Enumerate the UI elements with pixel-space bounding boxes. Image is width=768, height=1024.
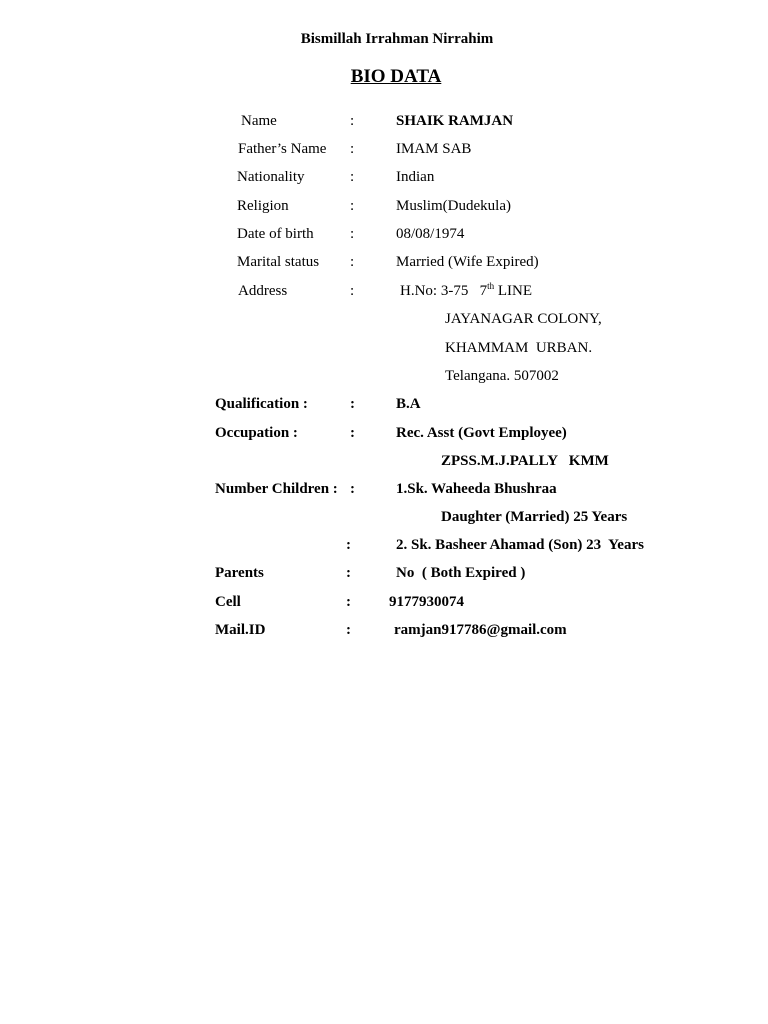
mail-separator: : — [346, 622, 351, 638]
father-name-label: Father’s Name — [238, 141, 327, 157]
name-value: SHAIK RAMJAN — [396, 113, 514, 129]
nationality-separator: : — [350, 169, 355, 185]
parents-value: No ( Both Expired ) — [396, 565, 526, 581]
address-line-3: KHAMMAM URBAN. — [445, 340, 593, 356]
name-separator: : — [350, 113, 355, 129]
invocation-heading: Bismillah Irrahman Nirrahim — [300, 31, 494, 47]
cell-value: 9177930074 — [389, 594, 464, 610]
occupation-value: Rec. Asst (Govt Employee) — [396, 425, 567, 441]
parents-separator: : — [346, 565, 351, 581]
dob-separator: : — [350, 226, 355, 242]
dob-label: Date of birth — [237, 226, 314, 242]
cell-separator: : — [346, 594, 351, 610]
child-2-separator: : — [346, 537, 351, 553]
address-line-4: Telangana. 507002 — [445, 368, 559, 384]
father-name-value: IMAM SAB — [396, 141, 472, 157]
nationality-value: Indian — [396, 169, 435, 185]
qualification-separator: : — [350, 396, 355, 412]
page-title: BIO DATA — [350, 66, 442, 87]
child-1-detail: Daughter (Married) 25 Years — [441, 509, 628, 525]
address-label: Address — [238, 283, 288, 299]
children-label: Number Children : — [215, 481, 338, 497]
address-separator: : — [350, 283, 355, 299]
marital-status-label: Marital status — [237, 254, 320, 270]
marital-status-value: Married (Wife Expired) — [396, 254, 539, 270]
father-name-separator: : — [350, 141, 355, 157]
children-separator: : — [350, 481, 355, 497]
religion-label: Religion — [237, 198, 289, 214]
ordinal-superscript: th — [487, 281, 495, 291]
mail-value: ramjan917786@gmail.com — [394, 622, 567, 638]
occupation-place: ZPSS.M.J.PALLY KMM — [441, 453, 609, 469]
address-line-1: H.No: 3-75 7th LINE — [400, 281, 532, 299]
child-2-value: 2. Sk. Basheer Ahamad (Son) 23 Years — [396, 537, 644, 553]
name-label: Name — [241, 113, 277, 129]
qualification-value: B.A — [396, 396, 421, 412]
occupation-label: Occupation : — [215, 425, 298, 441]
religion-value: Muslim(Dudekula) — [396, 198, 511, 214]
child-1-name: 1.Sk. Waheeda Bhushraa — [396, 481, 557, 497]
marital-status-separator: : — [350, 254, 355, 270]
cell-label: Cell — [215, 594, 241, 610]
dob-value: 08/08/1974 — [396, 226, 465, 242]
occupation-separator: : — [350, 425, 355, 441]
religion-separator: : — [350, 198, 355, 214]
qualification-label: Qualification : — [215, 396, 308, 412]
parents-label: Parents — [215, 565, 264, 581]
mail-label: Mail.ID — [215, 622, 266, 638]
address-line-2: JAYANAGAR COLONY, — [445, 311, 602, 327]
nationality-label: Nationality — [237, 169, 305, 185]
